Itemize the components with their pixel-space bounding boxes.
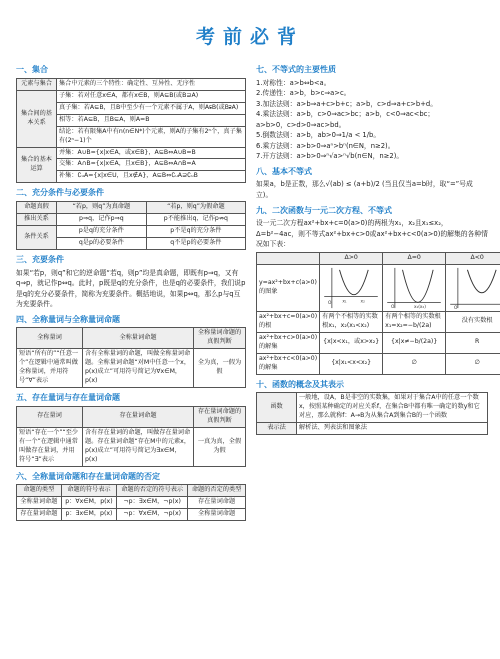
section-title-quadratic: 九、二次函数与一元二次方程、不等式	[256, 205, 392, 215]
origin-label: O	[454, 305, 458, 310]
x1-x2-label: x₁(x₂)	[414, 304, 427, 310]
function-table	[256, 392, 488, 435]
cell: 含有全称量词的命题，叫做全称量词命题。全称量词命题“对M中任意一个x，p(x)成立”可用符号简记为∀x∈M，p(x)	[83, 349, 194, 388]
cell: 含有存在量词的命题，叫做存在量词命题。存在量词命题“存在M中的元素x，p(x)成立”可用符号简记为∃x∈M，p(x)	[83, 427, 194, 466]
cell: ax²+bx+c=0(a>0)的根	[257, 311, 320, 332]
cell: “若p，则q”为假命题	[146, 202, 245, 214]
section-title-existential: 五、存在量词与存在量词命题	[16, 393, 120, 403]
cell: 存在量词命题	[17, 509, 62, 521]
cell: 存在量词命题	[83, 406, 194, 427]
inequality-properties	[256, 78, 488, 162]
cell: 相等：若A⊆B，且B⊆A，则A=B	[57, 114, 246, 126]
cell: p⇒q，记作p⇒q	[57, 214, 147, 226]
cell: ax²+bx+c<0(a>0)的解集	[257, 353, 320, 374]
paragraph: 设一元二次方程ax²+bx+c=0(a>0)的两根为x₁，x₂且x₁≤x₂，Δ=b²−4ac，则不等式ax²+bx+c>0或ax²+bx+c<0(a>0)的解集的各种情况如下表：	[256, 219, 488, 249]
section-title-inequality-properties: 七、不等式的主要性质	[256, 65, 336, 74]
cell: “若p，则q”为真命题	[57, 202, 147, 214]
cell: 全称量词命题	[17, 497, 62, 509]
cell: 命题的符号表示	[61, 485, 117, 497]
cell: 元素与集合	[17, 78, 57, 90]
cell	[257, 252, 320, 264]
cell: 有两个不相等的实数根x₁，x₂(x₁<x₂)	[320, 311, 383, 332]
property-line: 1.对称性：a>b⇔b<a。	[256, 78, 331, 87]
property-line: a>b>0，c>d>0⇒ac>bd。	[256, 120, 346, 129]
existential-table	[16, 406, 246, 467]
parabola-curve	[468, 269, 497, 292]
origin-label: O	[391, 304, 395, 310]
cell: 真子集：若A⊆B，且B中至少有一个元素不属于A，则A⫋B(或B⫌A)	[57, 102, 246, 114]
cell: 推出关系	[17, 214, 57, 226]
cell: Δ=0	[383, 252, 446, 264]
cell: Δ<0	[446, 252, 500, 264]
cell: 集合的基本运算	[17, 147, 57, 183]
cell: R	[446, 332, 500, 353]
cell: 解析法、列表法和图象法	[297, 423, 488, 435]
quadratic-intro	[256, 218, 488, 250]
cell: 命题的否定的类型	[188, 485, 246, 497]
cell: {x|x₁<x<x₂}	[320, 353, 383, 374]
cell: ¬p：∃x∈M，¬p(x)	[117, 497, 188, 509]
property-line: 3.加法法则：a>b⇒a+c>b+c；a>b，c>d⇒a+c>b+d。	[256, 99, 437, 108]
cell: 一般地，设A，B是非空的实数集，如果对于集合A中的任意一个数x，按照某种确定的对应关系f，在集合B中都有唯一确定的数y和它对应，那么就称f：A→B为从集合A到集合B的一个函数	[297, 393, 488, 423]
property-line: 6.乘方法则：a>b>0⇒aⁿ>bⁿ(n∈N，n≥2)。	[256, 141, 395, 150]
cell: p：∃x∈M，p(x)	[61, 509, 117, 521]
parabola-curve	[340, 269, 369, 294]
property-line: 5.倒数法则：a>b，ab>0⇒1/a < 1/b。	[256, 131, 381, 140]
page-title: 考前必背	[195, 26, 304, 48]
cell: ¬p：∀x∈M，¬p(x)	[117, 509, 188, 521]
section-title-universal: 四、全称量词与全称量词命题	[16, 314, 120, 324]
cell: 子集：若对任意x∈A，都有x∈B，则A⊆B(或B⊇A)	[57, 90, 246, 102]
sets-table	[16, 78, 246, 184]
graph-cell	[320, 264, 383, 311]
cell: 全称量词命题	[83, 328, 194, 349]
cell: ∅	[446, 353, 500, 374]
cell: 有两个相等的实数根x₁=x₂=−b/(2a)	[383, 311, 446, 332]
cell: 交集：A∩B={x|x∈A，且x∈B}，A⊆B⇔A∩B=A	[57, 159, 246, 171]
conditions-table	[16, 201, 246, 250]
universal-table	[16, 327, 246, 388]
cell: 存在量词命题的真假判断	[194, 406, 246, 427]
paragraph: 如果a，b是正数，那么√(ab) ≤ (a+b)/2 (当且仅当a=b时，取“=”号成立)。	[256, 180, 473, 199]
origin-label: O	[328, 300, 332, 306]
right-column	[256, 60, 493, 435]
parabola-curve	[403, 269, 434, 302]
cell: 结论：若有限集A中有n(n∈N*)个元素，则A的子集有2ⁿ个，真子集有(2ⁿ−1)个	[57, 126, 246, 147]
cell: 全为真，一假为假	[194, 349, 246, 388]
cell: p：∀x∈M，p(x)	[61, 497, 117, 509]
property-line: 4.乘法法则：a>b，c>0⇒ac>bc；a>b，c<0⇒ac<bc；	[256, 110, 435, 119]
property-line: 2.传递性：a>b，b>c⇒a>c。	[256, 89, 351, 98]
cell: 命题真假	[17, 202, 57, 214]
property-line: 7.开方法则：a>b>0⇒ⁿ√a>ⁿ√b(n∈N，n≥2)。	[256, 152, 404, 161]
graph-cell	[383, 264, 446, 311]
section-title-iff: 三、充要条件	[16, 254, 64, 264]
cell: 命题的否定的符号表示	[117, 485, 188, 497]
paragraph: 如果“若p，则q”和它的逆命题“若q，则p”均是真命题，即既有p⇒q，又有q⇒p，就记作p⇔q。此时，p既是q的充分条件，也是q的必要条件，我们说p是q的充分必要条件，简称为充要条件。概括地说，如果p⇔q，那么p与q互为充要条件。	[16, 268, 246, 309]
cell: 没有实数根	[446, 311, 500, 332]
cell: 函数	[257, 393, 297, 423]
cell: 条件关系	[17, 226, 57, 250]
quadratic-table	[256, 252, 500, 375]
cell: 短语“存在一个”“至少有一个”在逻辑中通常叫做存在量词，并用符号“∃”表示	[17, 427, 83, 466]
parabola-no-root-graph	[448, 266, 500, 310]
cell: {x|x<x₁，或x>x₂}	[320, 332, 383, 353]
cell: ax²+bx+c>0(a>0)的解集	[257, 332, 320, 353]
cell: y=ax²+bx+c(a>0)的图象	[257, 264, 320, 311]
cell: p不能推出q，记作p⇏q	[146, 214, 245, 226]
cell: Δ>0	[320, 252, 383, 264]
cell: 表示法	[257, 423, 297, 435]
cell: 命题的类型	[17, 485, 62, 497]
section-title-basic-inequality: 八、基本不等式	[256, 166, 312, 176]
section-title-sets: 一、集合	[16, 65, 48, 74]
cell: 短语“所有的”“任意一个”在逻辑中通常叫做全称量词，并用符号“∀”表示	[17, 349, 83, 388]
cell: 存在量词	[17, 406, 83, 427]
cell: 补集：∁ᵤA={x|x∈U，且x∉A}，A⊆B⇔∁ᵤA⊇∁ᵤB	[57, 171, 246, 183]
basic-inequality	[256, 179, 488, 200]
cell: q是p的必要条件	[57, 238, 147, 250]
cell: p是q的充分条件	[57, 226, 147, 238]
cell: 并集：A∪B={x|x∈A，或x∈B}，A⊆B⇔A∪B=B	[57, 147, 246, 159]
cell: {x|x≠−b/(2a)}	[383, 332, 446, 353]
parabola-double-root-graph	[385, 266, 443, 310]
cell: 全称量词命题的真假判断	[194, 328, 246, 349]
iff-paragraph	[16, 268, 246, 310]
cell: q不是p的必要条件	[146, 238, 245, 250]
parabola-two-roots-graph	[322, 266, 380, 310]
section-title-function: 十、函数的概念及其表示	[256, 379, 344, 389]
cell: 全称量词	[17, 328, 83, 349]
cell: 存在量词命题	[188, 497, 246, 509]
section-title-conditions: 二、充分条件与必要条件	[16, 188, 104, 198]
cell: ∅	[383, 353, 446, 374]
x1-label: x₁	[342, 299, 347, 305]
left-column	[16, 60, 246, 521]
section-title-negation: 六、全称量词命题和存在量词命题的否定	[16, 471, 160, 481]
cell: 全称量词命题	[188, 509, 246, 521]
negation-table	[16, 484, 246, 521]
cell: 集合间的基本关系	[17, 90, 57, 147]
cell: p不是q的充分条件	[146, 226, 245, 238]
x2-label: x₂	[360, 299, 365, 305]
graph-cell	[446, 264, 500, 311]
cell: 集合中元素的三个特性：确定性、互异性、无序性	[57, 78, 246, 90]
cell: 一真为真，全假为假	[194, 427, 246, 466]
